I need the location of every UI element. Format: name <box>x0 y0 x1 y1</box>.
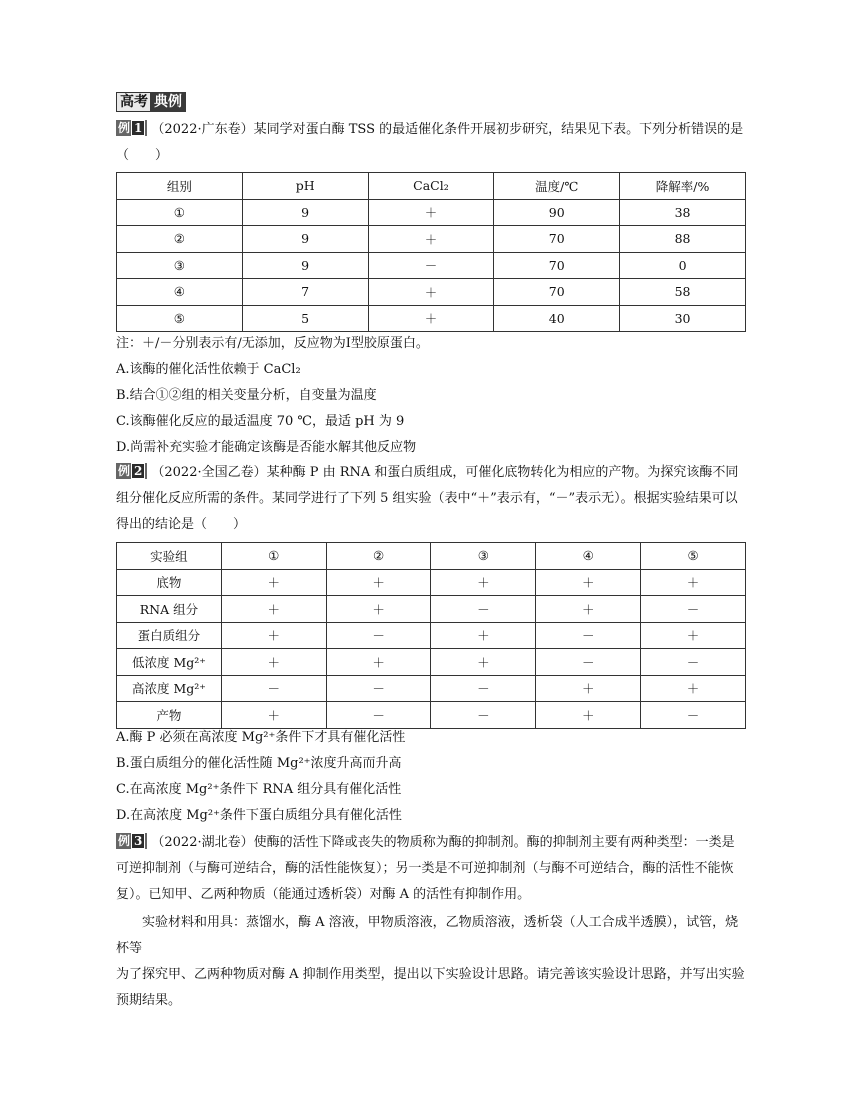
q1-table-cell: 70 <box>494 279 620 306</box>
q1-note: 注：＋/－分别表示有/无添加，反应物为Ⅰ型胶原蛋白。 <box>116 336 429 351</box>
q2-option-c: C.在高浓度 Mg²⁺条件下 RNA 组分具有催化活性 <box>116 782 402 797</box>
q3-example-label: 例 3 <box>116 833 147 849</box>
q1-table-row <box>117 305 746 332</box>
q1-table-header-row <box>117 173 746 200</box>
q2-table-header-cell: ③ <box>431 543 536 570</box>
section-tag-left: 高考 <box>116 92 150 112</box>
q2-stem-block <box>116 460 746 538</box>
q2-table-cell: ＋ <box>431 569 536 596</box>
q2-stem: （2022·全国乙卷）某种酶 P 由 RNA 和蛋白质组成，可催化底物转化为相应的产物。为探究该酶不同组分催化反应所需的条件。某同学进行了下列 5 组实验（表中“＋”表示有，“－”表示无）。根据实验结果可以得出的结论是（ ） <box>116 465 739 532</box>
q2-table-cell: － <box>641 702 746 729</box>
q2-table-header-row <box>117 543 746 570</box>
q2-table-cell: － <box>326 622 431 649</box>
q1-table-cell: － <box>368 252 494 279</box>
q2-table-cell: － <box>431 702 536 729</box>
q1-stem-block <box>116 117 746 169</box>
q2-table-cell: － <box>641 596 746 623</box>
q2-table-cell: ＋ <box>641 569 746 596</box>
q2-table-cell: 蛋白质组分 <box>117 622 222 649</box>
q1-table-cell: 38 <box>620 199 746 226</box>
q2-table-header-cell: ⑤ <box>641 543 746 570</box>
q2-table-cell: － <box>431 675 536 702</box>
q1-table-header-cell: pH <box>242 173 368 200</box>
q2-table-cell: ＋ <box>326 596 431 623</box>
q1-table-cell: 5 <box>242 305 368 332</box>
q1-table-cell: 0 <box>620 252 746 279</box>
q1-table-row <box>117 199 746 226</box>
q2-table-cell: ＋ <box>431 649 536 676</box>
q2-table-cell: 产物 <box>117 702 222 729</box>
q3-stem-block <box>116 830 746 908</box>
q2-table-header-cell: ② <box>326 543 431 570</box>
q1-table-cell: 30 <box>620 305 746 332</box>
q2-table-cell: － <box>326 675 431 702</box>
q1-table-cell: ⑤ <box>117 305 243 332</box>
q1-table-cell: ④ <box>117 279 243 306</box>
q1-table-cell: 70 <box>494 226 620 253</box>
q1-table-cell: ＋ <box>368 226 494 253</box>
q1-table-cell: 58 <box>620 279 746 306</box>
q1-option-b: B.结合①②组的相关变量分析，自变量为温度 <box>116 388 377 403</box>
q1-table-row <box>117 279 746 306</box>
q1-table-header-cell: 温度/℃ <box>494 173 620 200</box>
q2-table-row <box>117 569 746 596</box>
q3-materials: 实验材料和用具：蒸馏水，酶 A 溶液，甲物质溶液，乙物质溶液，透析袋（人工合成半透膜），试管，烧杯等 <box>116 915 739 956</box>
q2-table-row <box>117 596 746 623</box>
q2-table-cell: ＋ <box>221 569 326 596</box>
section-tag <box>116 92 186 112</box>
q1-table-cell: ② <box>117 226 243 253</box>
q1-table-cell: 7 <box>242 279 368 306</box>
q1-table-cell: ① <box>117 199 243 226</box>
q1-option-c: C.该酶催化反应的最适温度 70 ℃，最适 pH 为 9 <box>116 414 405 429</box>
q2-table-cell: ＋ <box>221 702 326 729</box>
q2-table-cell: － <box>641 649 746 676</box>
q2-table-row <box>117 622 746 649</box>
q1-table <box>116 172 746 332</box>
q2-table-cell: ＋ <box>326 569 431 596</box>
q1-table-cell: ＋ <box>368 199 494 226</box>
q2-table-cell: ＋ <box>326 649 431 676</box>
q1-stem: （2022·广东卷）某同学对蛋白酶 TSS 的最适催化条件开展初步研究，结果见下表。下列分析错误的是（ ） <box>116 122 744 163</box>
q1-table-cell: 40 <box>494 305 620 332</box>
q2-table-cell: － <box>221 675 326 702</box>
q2-table-cell: ＋ <box>536 569 641 596</box>
q2-table-cell: 低浓度 Mg²⁺ <box>117 649 222 676</box>
q2-table-cell: RNA 组分 <box>117 596 222 623</box>
q1-table-cell: 9 <box>242 199 368 226</box>
q1-table-cell: 9 <box>242 226 368 253</box>
q2-table-header-cell: ④ <box>536 543 641 570</box>
q2-table-cell: ＋ <box>221 622 326 649</box>
q1-table-row <box>117 252 746 279</box>
q2-table-cell: ＋ <box>536 702 641 729</box>
q2-table-row <box>117 702 746 729</box>
q2-table-cell: ＋ <box>641 675 746 702</box>
q2-table-cell: ＋ <box>431 622 536 649</box>
q1-table-row <box>117 226 746 253</box>
q2-table-cell: ＋ <box>221 596 326 623</box>
q1-table-cell: ③ <box>117 252 243 279</box>
q2-option-b: B.蛋白质组分的催化活性随 Mg²⁺浓度升高而升高 <box>116 756 402 771</box>
q2-example-label: 例 2 <box>116 463 147 479</box>
q1-table-header-cell: CaCl₂ <box>368 173 494 200</box>
q1-table-cell: 88 <box>620 226 746 253</box>
q1-table-cell: ＋ <box>368 279 494 306</box>
q3-task: 为了探究甲、乙两种物质对酶 A 抑制作用类型，提出以下实验设计思路。请完善该实验设计思路，并写出实验预期结果。 <box>116 967 745 1008</box>
q2-table-cell: ＋ <box>221 649 326 676</box>
q1-table-cell: 9 <box>242 252 368 279</box>
q1-example-label: 例 1 <box>116 120 147 136</box>
q2-option-a: A.酶 P 必须在高浓度 Mg²⁺条件下才具有催化活性 <box>116 730 406 745</box>
q2-table-cell: － <box>536 622 641 649</box>
q2-table-cell: － <box>326 702 431 729</box>
q2-table-header-cell: ① <box>221 543 326 570</box>
q2-table-cell: ＋ <box>536 675 641 702</box>
q2-table-cell: 高浓度 Mg²⁺ <box>117 675 222 702</box>
q2-option-d: D.在高浓度 Mg²⁺条件下蛋白质组分具有催化活性 <box>116 808 402 823</box>
q2-table-cell: － <box>536 649 641 676</box>
section-tag-right: 典例 <box>150 92 186 112</box>
q2-table <box>116 542 746 729</box>
q2-table-cell: ＋ <box>536 596 641 623</box>
q2-table-row <box>117 675 746 702</box>
q1-table-cell: ＋ <box>368 305 494 332</box>
q1-table-header-cell: 组别 <box>117 173 243 200</box>
q2-table-cell: 底物 <box>117 569 222 596</box>
q1-option-d: D.尚需补充实验才能确定该酶是否能水解其他反应物 <box>116 440 417 455</box>
q2-table-cell: ＋ <box>641 622 746 649</box>
q1-table-header-cell: 降解率/% <box>620 173 746 200</box>
q1-option-a: A.该酶的催化活性依赖于 CaCl₂ <box>116 362 301 377</box>
q2-table-cell: － <box>431 596 536 623</box>
q2-table-row <box>117 649 746 676</box>
q1-table-cell: 70 <box>494 252 620 279</box>
q1-table-cell: 90 <box>494 199 620 226</box>
q3-stem: （2022·湖北卷）使酶的活性下降或丧失的物质称为酶的抑制剂。酶的抑制剂主要有两种类型：一类是可逆抑制剂（与酶可逆结合，酶的活性能恢复）；另一类是不可逆抑制剂（与酶不可逆结合，酶的活性不能恢复）。已知甲、乙两种物质（能通过透析袋）对酶 A 的活性有抑制作用。 <box>116 835 735 902</box>
q2-table-header-cell: 实验组 <box>117 543 222 570</box>
